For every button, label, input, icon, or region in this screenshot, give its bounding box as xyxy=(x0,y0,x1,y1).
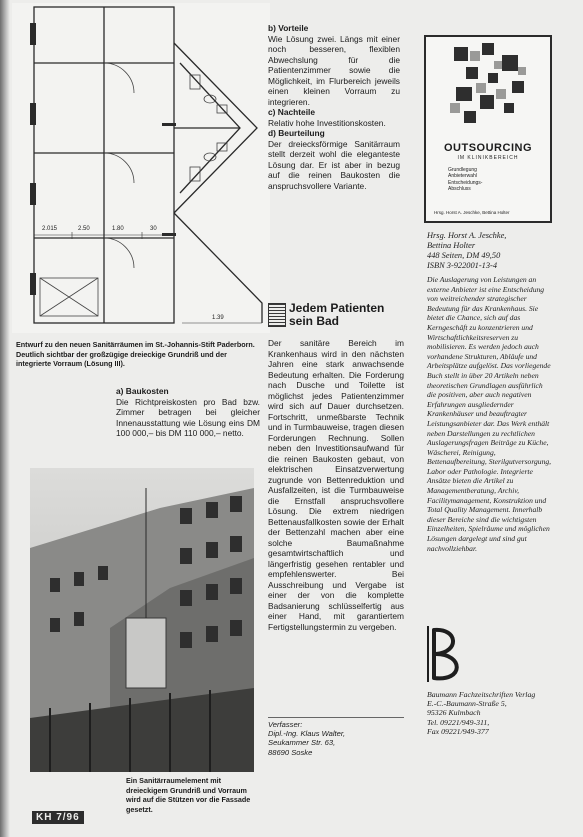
author-city: 88690 Soske xyxy=(268,747,313,757)
cover-contents xyxy=(448,167,550,193)
author-street: Seukammer Str. 63, xyxy=(268,738,336,748)
dimension-label: 30 xyxy=(150,226,157,232)
construction-costs xyxy=(116,386,260,439)
book-isbn: ISBN 3-922001-13-4 xyxy=(427,261,498,270)
assessment-text: Der dreiecksförmige Sanitärraum stellt derzeit wohl die eleganteste Lösung dar. Er ist aber in bezug auf die reinen Baukosten die anspruchsvollere Variante. xyxy=(268,138,400,191)
cover-subtitle: IM KLINIKBEREICH xyxy=(457,155,519,161)
book-review: Die Auslagerung von Leistungen an externe Anbieter ist eine Entscheidung von weitreichender strategischer Bedeutung für das Krankenhaus. Sie bietet die Chance, sich auf das Kerngeschäft zu konzentrieren und Wirtschaftlichkeitsreserven zu mobilisieren. Es werden jedoch auch vorhandene Strukturen, Abläufe und Arbeitsplätze aufgelöst. Das vorliegende Buch stellt in über 20 Artikeln neben theoretischen Grundlagen ausführlich die positiven, aber auch negativen Erfahrungen ausgliedernder Krankenhäuser und beauftragter Leistungsanbieter dar. Das Werk enthält neben Darstellungen zu rechtlichen Auslagerungsfragen Beiträge zu Küche, Wäscherei, Reinigung, Bettenaufbereitung, Sterilgutversorgung, Labor oder Pathologie. Integrierte Ansätze bieten die Artikel zu Managementberatung, Archiv, Facilitymanagement, Konstruktion und Total Quality Management. Innerhalb dieser Bereiche sind die wichtigsten Einzelheiten, Spielräume und möglichen Lösungen dargelegt und sind gut nachvollziehbar. xyxy=(427,275,552,553)
publisher-logo xyxy=(424,624,468,684)
floorplan-caption: Entwurf zu den neuen Sanitärräumen im St.-Johannis-Stift Paderborn. Deutlich sichtbar der großzügige dreieckige Grundriß und der integrierte Vorraum (Lösung III). xyxy=(16,340,255,369)
publisher-fax: Fax 09221/949-377 xyxy=(427,726,489,736)
publisher-street: E.-C.-Baumann-Straße 5, xyxy=(427,699,507,709)
heading-line: sein Bad xyxy=(289,314,340,328)
book-pages-price: 448 Seiten, DM 49,50 xyxy=(427,251,501,260)
cover-line: Entscheidungs- xyxy=(448,179,483,186)
disadvantages-text: Relativ hohe Investitionskosten. xyxy=(268,117,386,128)
publisher-name: Baumann Fachzeitschriften Verlag xyxy=(427,690,536,699)
author-name: Dipl.-Ing. Klaus Walter, xyxy=(268,729,346,739)
author-label: Verfasser: xyxy=(268,720,303,729)
dimension-label: 2.015 xyxy=(42,226,58,232)
author-block xyxy=(268,720,404,757)
photo-caption: Ein Sanitärraumelement mit dreieckigem Grundriß und Vorraum wird auf die Stützen vor die Fassade gesetzt. xyxy=(126,776,251,814)
book-cover xyxy=(424,35,552,223)
dimension-label: 2.50 xyxy=(78,226,90,232)
book-editor2: Bettina Holter xyxy=(427,241,476,250)
puzzle-pattern-icon xyxy=(426,37,550,137)
advantages-heading: b) Vorteile xyxy=(268,23,309,33)
publisher-contact xyxy=(427,690,557,736)
cover-line: Grundlegung xyxy=(448,167,477,173)
heading-bullet-icon xyxy=(268,303,286,327)
disadvantages-heading: c) Nachteile xyxy=(268,107,316,117)
cover-line: Anbieterwahl xyxy=(448,173,477,180)
dimension-label: 1.39 xyxy=(212,315,224,321)
author-divider xyxy=(268,717,404,718)
building-photo xyxy=(30,468,254,772)
dimension-label: 1.80 xyxy=(112,226,124,232)
cover-title: OUTSOURCING xyxy=(444,142,532,154)
assessment-heading: d) Beurteilung xyxy=(268,128,325,138)
book-details xyxy=(427,231,557,271)
page-footer: KH 7/96 xyxy=(32,811,84,824)
costs-text: Die Richtpreiskosten pro Bad bzw. Zimmer betragen bei gleicher Innenausstattung wie Lösung eins DM 100 000,– bis DM 110 000,– netto. xyxy=(116,396,260,438)
floorplan-drawing xyxy=(12,3,270,333)
page-binding-shadow xyxy=(0,0,10,837)
article-body: Der sanitäre Bereich im Krankenhaus wird in den nächsten Jahren eine stark anwachsende Bedeutung erhalten. Die Forderung nach Dusche und Toilette ist möglichst jedes Patientenzimmer wird sich auf Dauer durchsetzen. Fortschritt, unmeßbarste Technik und in Turmbauweise, tragen diesen Forderungen Rechnung. Sollen neben den Investitionsaufwand für die reinen Baukosten gebaut, von elektrischen Einsatzverwertung zugrunde von Bettenreduktion und Ausfallzeiten, ist die Turmbauweise die Ernstfall anspruchsvollere Lösung. Die extrem niedrigen Bettenausfallkosten sowie der Erhalt der Bettenzahl machen aber eine solche Baumaßnahme gesamtwirtschaftlich und längerfristig gesehen rentabler und empfehlenswerter. Bei Ausschreibung und Vergabe ist einer der von die komplette Badsanierung schlüsselfertig aus einer Hand, mit garantiertem Fertigstellungstermin zu vergeben. xyxy=(268,338,404,632)
book-editors: Hrsg. Horst A. Jeschke, xyxy=(427,231,507,240)
article-heading xyxy=(289,302,409,328)
publisher-city: 95326 Kulmbach xyxy=(427,708,481,718)
advantages-text: Wie Lösung zwei. Längs mit einer noch besseren, flexiblen Abwechslung für die Patientenzimmer sowie die Möglichkeit, im Flurbereich jeweils einen kleinen Vorraum zu integrieren. xyxy=(268,33,400,107)
costs-heading: a) Baukosten xyxy=(116,386,169,396)
publisher-phone: Tel. 09221/949-311, xyxy=(427,717,490,727)
heading-line: Jedem Patienten xyxy=(289,301,385,315)
cover-authors: Hrsg. Horst A. Jeschke, Bettina Holter xyxy=(434,210,510,215)
solution-evaluation xyxy=(268,23,400,191)
cover-line: Abschluss xyxy=(448,186,471,193)
